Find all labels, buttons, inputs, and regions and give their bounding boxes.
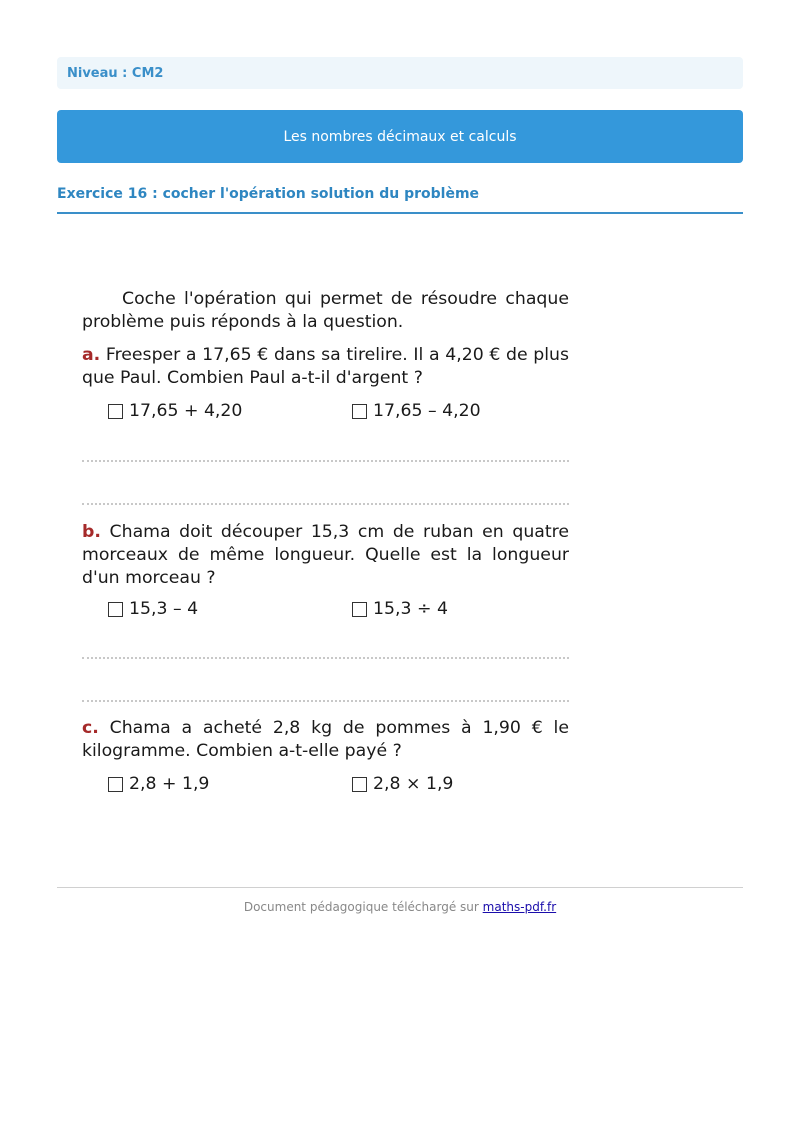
checkbox[interactable] (352, 404, 367, 419)
option-b2[interactable] (352, 597, 448, 621)
problem-c (82, 717, 569, 763)
option-c1[interactable] (108, 772, 209, 796)
problem-letter: a. (82, 345, 101, 365)
option-a1[interactable] (108, 399, 242, 423)
checkbox[interactable] (108, 404, 123, 419)
instructions: Coche l'opération qui permet de résoudre chaque problème puis réponds à la question. (82, 289, 569, 332)
answer-line[interactable] (82, 503, 569, 505)
footer (57, 900, 743, 914)
checkbox[interactable] (108, 777, 123, 792)
level-text: Niveau : CM2 (67, 65, 164, 81)
problem-letter: b. (82, 522, 101, 542)
problem-text: Freesper a 17,65 € dans sa tirelire. Il a 4,20 € de plus que Paul. Combien Paul a-t-il d'argent ? (82, 345, 569, 388)
exercise-title: Exercice 16 : cocher l'opération solution du problème (57, 186, 480, 202)
problem-text: Chama a acheté 2,8 kg de pommes à 1,90 € le kilogramme. Combien a-t-elle payé ? (82, 718, 569, 761)
answer-line[interactable] (82, 657, 569, 659)
exercise-heading (57, 186, 743, 214)
footer-link[interactable]: maths-pdf.fr (482, 900, 557, 914)
footer-text: Document pédagogique téléchargé sur (243, 900, 479, 914)
page-title: Les nombres décimaux et calculs (283, 128, 517, 145)
option-label: 17,65 + 4,20 (129, 401, 243, 421)
option-a2[interactable] (352, 399, 481, 423)
option-label: 2,8 × 1,9 (373, 774, 454, 794)
level-label (57, 57, 743, 89)
checkbox[interactable] (108, 602, 123, 617)
answer-line[interactable] (82, 460, 569, 462)
problem-a (82, 344, 569, 390)
footer-divider (57, 887, 743, 888)
answer-line[interactable] (82, 700, 569, 702)
problem-b (82, 521, 569, 590)
option-label: 2,8 + 1,9 (129, 774, 210, 794)
problem-text: Chama doit découper 15,3 cm de ruban en quatre morceaux de même longueur. Quelle est la longueur d'un morceau ? (82, 522, 569, 588)
checkbox[interactable] (352, 602, 367, 617)
checkbox[interactable] (352, 777, 367, 792)
option-b1[interactable] (108, 597, 198, 621)
option-label: 17,65 – 4,20 (373, 401, 481, 421)
problem-letter: c. (82, 718, 99, 738)
option-label: 15,3 – 4 (129, 599, 199, 619)
title-banner (57, 110, 743, 163)
option-label: 15,3 ÷ 4 (373, 599, 448, 619)
option-c2[interactable] (352, 772, 453, 796)
